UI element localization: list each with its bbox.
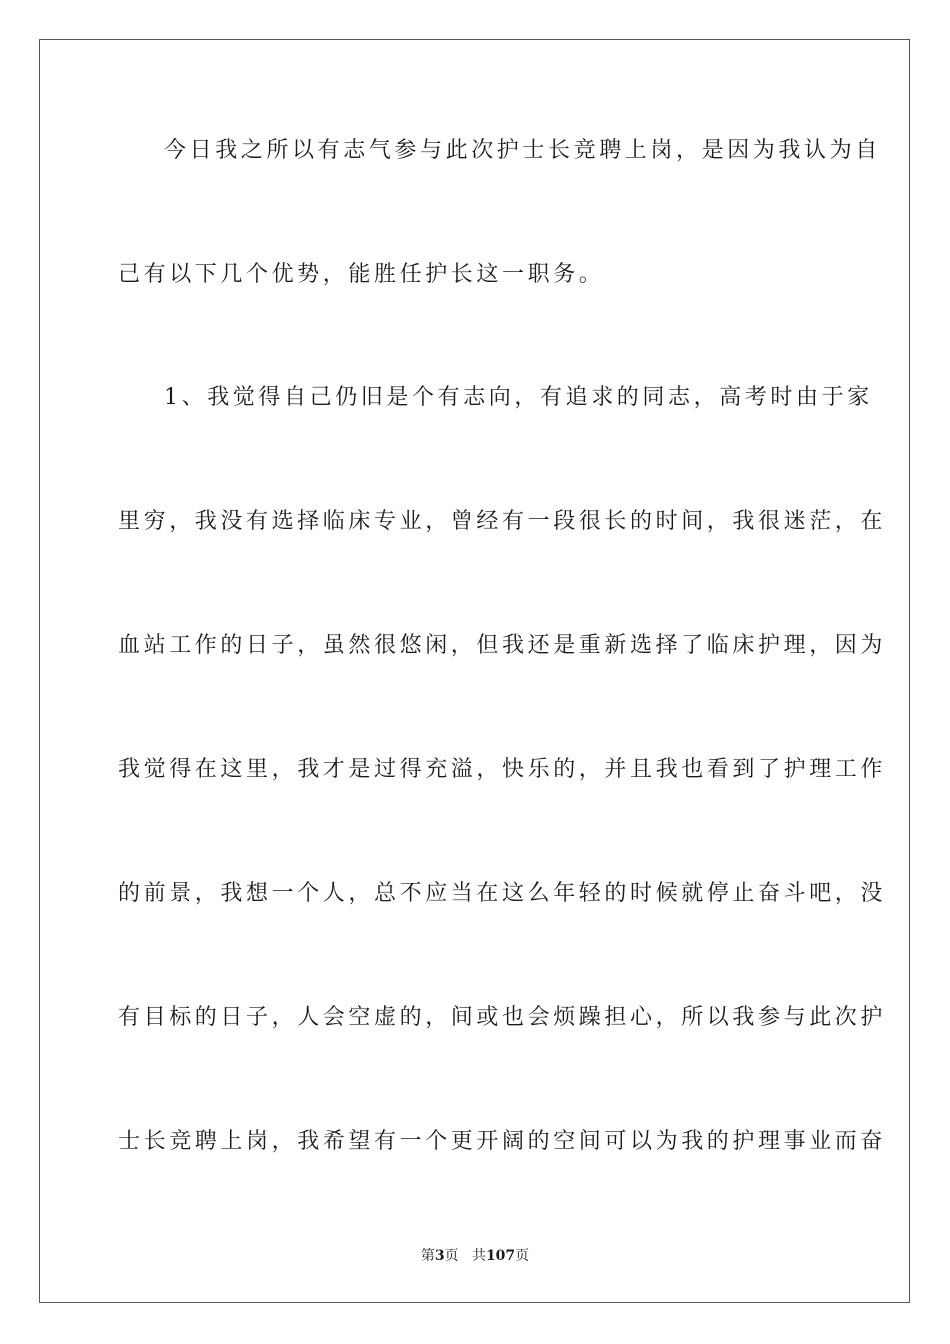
total-suffix: 页 bbox=[515, 1248, 530, 1264]
page-number: 3 bbox=[434, 1248, 445, 1264]
page-border bbox=[39, 39, 910, 1303]
paragraph-2-line-4: 我觉得在这里，我才是过得充溢，快乐的，并且我也看到了护理工作 bbox=[118, 757, 887, 782]
paragraph-2-line-1: 1、我觉得自己仍旧是个有志向，有追求的同志，高考时由于家 bbox=[164, 385, 873, 410]
paragraph-1-line-2: 己有以下几个优势，能胜任护长这一职务。 bbox=[118, 262, 605, 287]
total-prefix: 共 bbox=[471, 1248, 486, 1264]
page-footer bbox=[0, 1246, 950, 1266]
page-prefix: 第 bbox=[420, 1248, 435, 1264]
paragraph-1-line-1: 今日我之所以有志气参与此次护士长竞聘上岗，是因为我认为自 bbox=[164, 138, 881, 163]
page-suffix: 页 bbox=[444, 1248, 459, 1264]
paragraph-2-line-2: 里穷，我没有选择临床专业，曾经有一段很长的时间，我很迷茫，在 bbox=[118, 509, 887, 534]
total-pages: 107 bbox=[485, 1248, 516, 1264]
paragraph-2-line-5: 的前景，我想一个人，总不应当在这么年轻的时候就停止奋斗吧，没 bbox=[118, 881, 887, 906]
paragraph-2-line-7: 士长竞聘上岗，我希望有一个更开阔的空间可以为我的护理事业而奋 bbox=[118, 1129, 887, 1154]
paragraph-2-line-3: 血站工作的日子，虽然很悠闲，但我还是重新选择了临床护理，因为 bbox=[118, 633, 887, 658]
paragraph-2-line-6: 有目标的日子，人会空虚的，间或也会烦躁担心，所以我参与此次护 bbox=[118, 1005, 887, 1030]
